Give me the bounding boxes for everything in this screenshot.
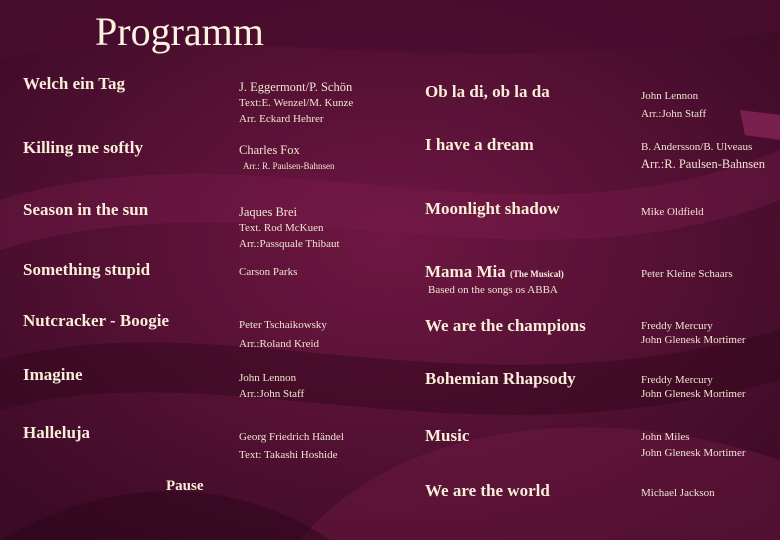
credit-line: Arr.:Passquale Thibaut <box>239 238 340 250</box>
song-note: Based on the songs os ABBA <box>428 284 558 296</box>
credit-line: John Lennon <box>641 90 699 102</box>
song-credits <box>239 264 297 280</box>
song-credits <box>239 316 327 354</box>
credit-line: J. Eggermont/P. Schön <box>239 80 353 94</box>
song-credits <box>239 142 335 174</box>
song-title: We are the world <box>425 481 550 500</box>
song-credits <box>641 204 704 220</box>
song-title: Music <box>425 426 470 445</box>
song-title: I have a dream <box>425 135 534 154</box>
song-title: Moonlight shadow <box>425 199 560 218</box>
song-credits <box>239 428 344 464</box>
song-credits <box>641 87 706 123</box>
credit-line: Arr.:John Staff <box>641 108 707 120</box>
song-credits <box>641 319 745 347</box>
credit-line: John Glenesk Mortimer <box>641 447 746 459</box>
credit-line: John Lennon <box>239 372 297 384</box>
credit-line: Peter Tschaikowsky <box>239 319 327 331</box>
song-title: Imagine <box>23 365 83 384</box>
credit-line: Text. Rod McKuen <box>239 222 324 234</box>
song-title: Nutcracker - Boogie <box>23 311 170 330</box>
song-credits <box>239 370 304 402</box>
credit-line: Arr.: R. Paulsen-Bahnsen <box>243 161 335 171</box>
credit-line: Jaques Brei <box>239 205 297 219</box>
credit-line: Arr.:John Staff <box>239 388 305 400</box>
song-credits <box>641 485 715 501</box>
song-credits <box>239 79 353 127</box>
song-title: Welch ein Tag <box>23 74 126 93</box>
credit-line: Georg Friedrich Händel <box>239 431 344 443</box>
song-title: Season in the sun <box>23 200 149 219</box>
song-title-main: Mama Mia <box>425 262 506 281</box>
credit-line: Carson Parks <box>239 266 298 278</box>
song-credits <box>641 429 745 461</box>
song-title: Killing me softly <box>23 138 143 157</box>
song-title: Ob la di, ob la da <box>425 82 550 101</box>
pause-label: Pause <box>166 478 204 494</box>
song-credits <box>641 266 733 282</box>
song-title: Something stupid <box>23 260 151 279</box>
song-title: Bohemian Rhapsody <box>425 369 576 388</box>
credit-line: Text:E. Wenzel/M. Kunze <box>239 97 354 109</box>
song-title: Halleluja <box>23 423 91 442</box>
credit-line: Peter Kleine Schaars <box>641 268 733 280</box>
song-credits <box>239 204 340 252</box>
song-credits <box>641 139 765 173</box>
credit-line: Text: Takashi Hoshide <box>239 449 338 461</box>
credit-line: Freddy Mercury <box>641 374 713 386</box>
credit-line: John Miles <box>641 431 690 443</box>
credit-line: John Glenesk Mortimer <box>641 388 746 400</box>
song-title <box>425 262 564 282</box>
credit-line: Arr. Eckard Hehrer <box>239 113 324 125</box>
credit-line: Michael Jackson <box>641 487 715 499</box>
credit-line: B. Andersson/B. Ulveaus <box>641 141 753 153</box>
credit-line: Charles Fox <box>239 143 300 157</box>
page-title: Programm <box>95 9 264 54</box>
song-title: We are the champions <box>425 316 586 335</box>
credit-line: Arr.:Roland Kreid <box>239 338 320 350</box>
song-title-subtitle: (The Musical) <box>509 269 564 279</box>
song-credits <box>641 373 745 401</box>
credit-line: Mike Oldfield <box>641 206 704 218</box>
credit-line: John Glenesk Mortimer <box>641 334 746 346</box>
credit-line: Arr.:R. Paulsen-Bahnsen <box>641 157 765 171</box>
credit-line: Freddy Mercury <box>641 320 713 332</box>
